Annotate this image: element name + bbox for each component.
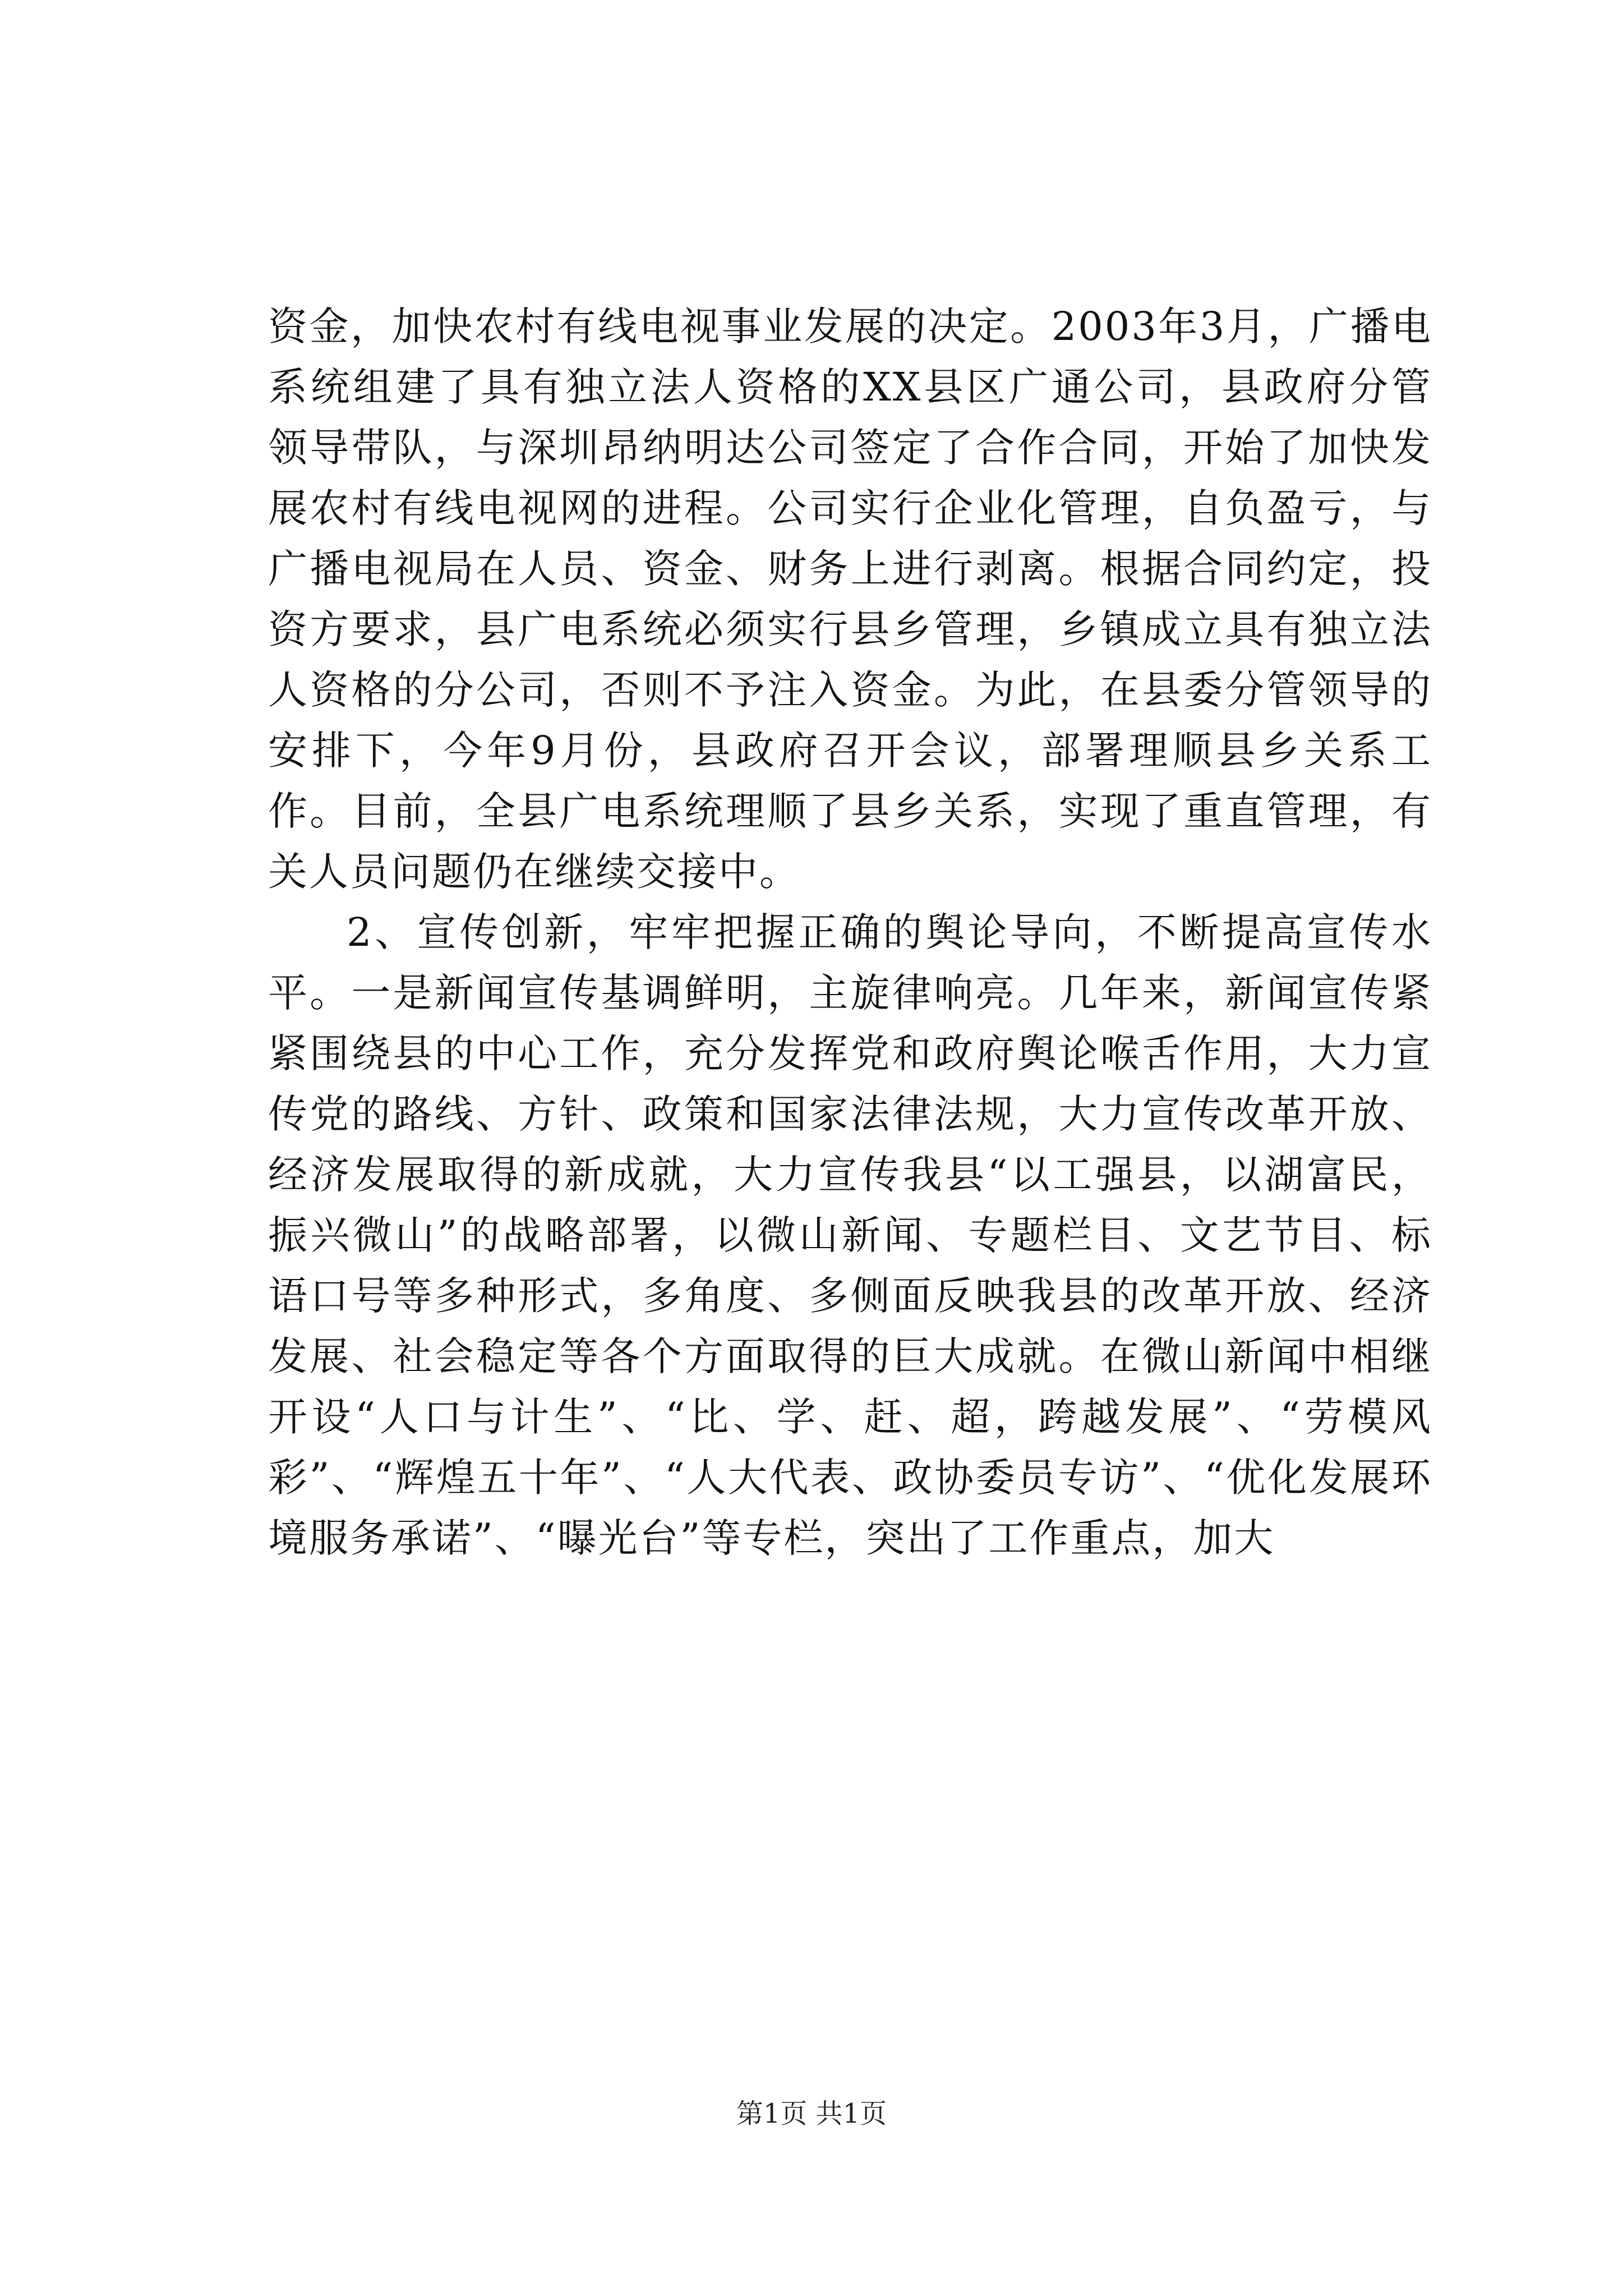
page-footer: 第1页 共1页	[736, 2098, 887, 2129]
document-body	[268, 296, 1432, 1568]
paragraph-2: 2、宣传创新，牢牢把握正确的舆论导向，不断提高宣传水平。一是新闻宣传基调鲜明，主旋律响亮。几年来，新闻宣传紧紧围绕县的中心工作，充分发挥党和政府舆论喉舌作用，大力宣传党的路线、方针、政策和国家法律法规，大力宣传改革开放、经济发展取得的新成就，大力宣传我县“以工强县，以湖富民，振兴微山”的战略部署，以微山新闻、专题栏目、文艺节目、标语口号等多种形式，多角度、多侧面反映我县的改革开放、经济发展、社会稳定等各个方面取得的巨大成就。在微山新闻中相继开设“人口与计生”、“比、学、赶、超，跨越发展”、“劳模风彩”、“辉煌五十年”、“人大代表、政协委员专访”、“优化发展环境服务承诺”、“曝光台”等专栏，突出了工作重点，加大	[268, 909, 1432, 1561]
paragraph-1: 资金，加快农村有线电视事业发展的决定。2003年3月，广播电系统组建了具有独立法人资格的XX县区广通公司，县政府分管领导带队，与深圳昂纳明达公司签定了合作合同，开始了加快发展农村有线电视网的进程。公司实行企业化管理，自负盈亏，与广播电视局在人员、资金、财务上进行剥离。根据合同约定，投资方要求，县广电系统必须实行县乡管理，乡镇成立具有独立法人资格的分公司，否则不予注入资金。为此，在县委分管领导的安排下，今年9月份，县政府召开会议，部署理顺县乡关系工作。目前，全县广电系统理顺了县乡关系，实现了重直管理，有关人员问题仍在继续交接中。	[268, 303, 1432, 895]
